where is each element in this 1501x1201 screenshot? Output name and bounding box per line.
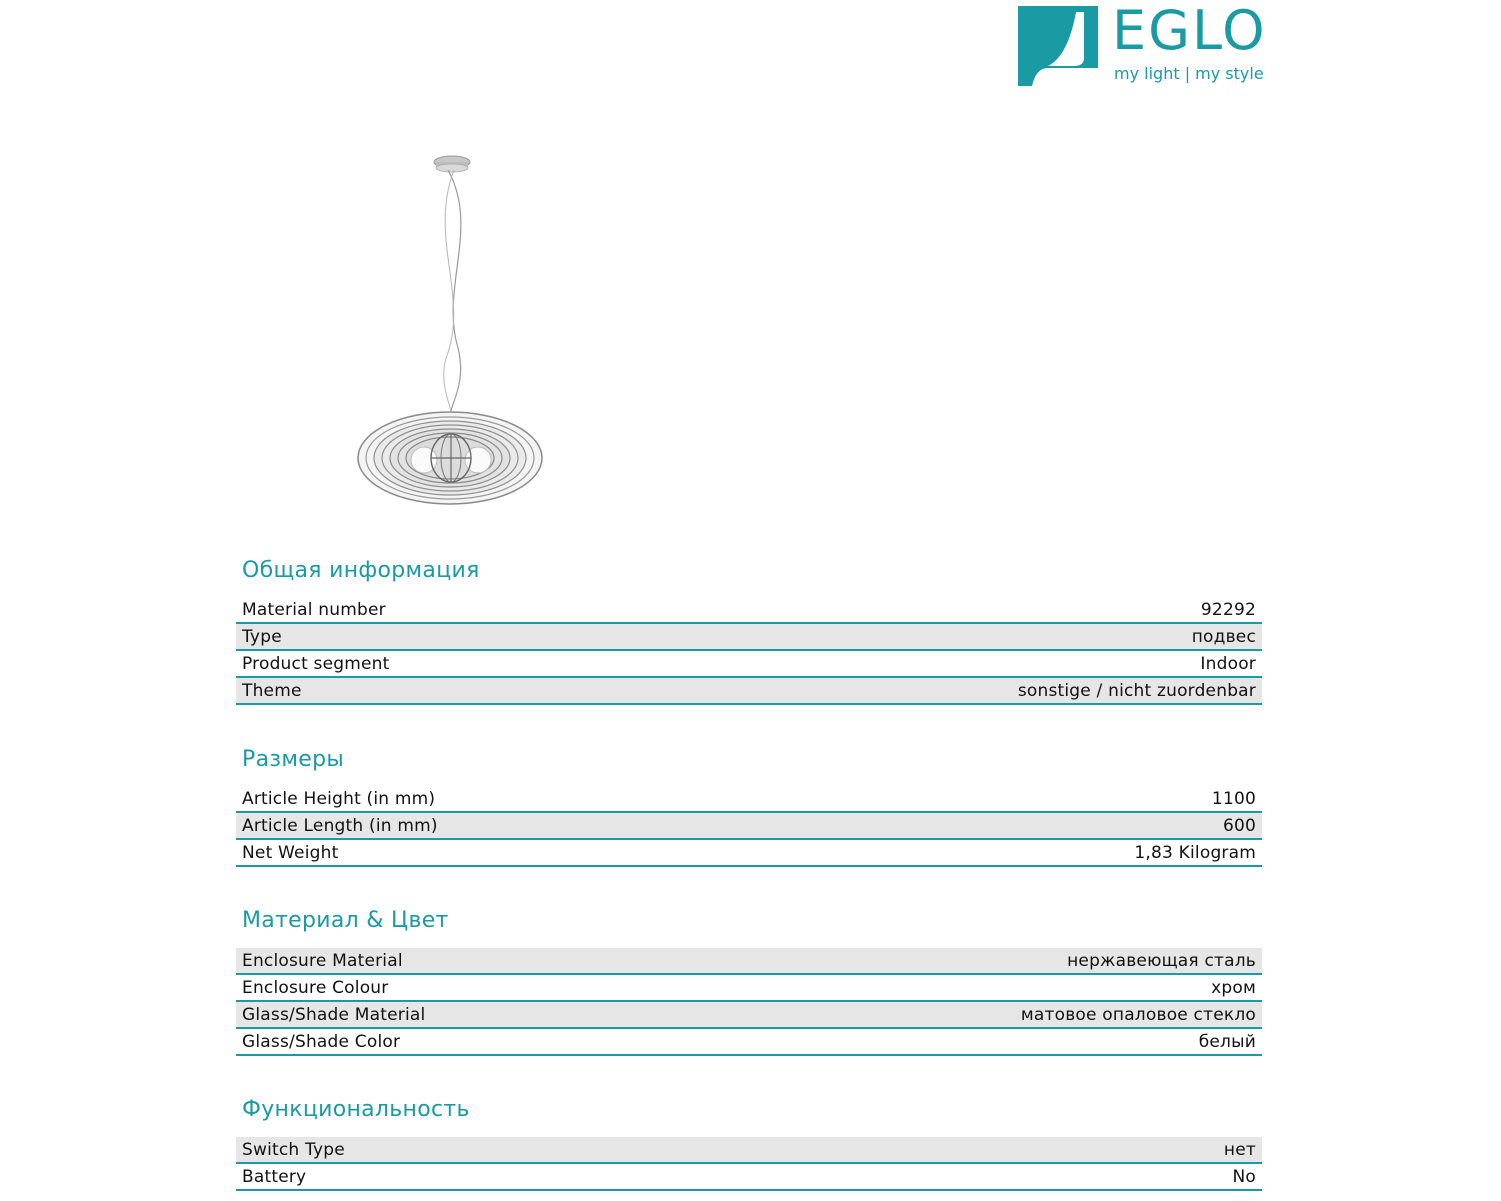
table-row xyxy=(236,651,1262,678)
row-label: Battery xyxy=(242,1166,307,1187)
table-row xyxy=(236,840,1262,867)
row-label: Article Length (in mm) xyxy=(242,815,438,836)
section-title-general: Общая информация xyxy=(242,558,480,583)
table-row xyxy=(236,948,1262,975)
row-label: Material number xyxy=(242,599,386,620)
row-value: sonstige / nicht zuordenbar xyxy=(1017,680,1256,701)
table-row xyxy=(236,1137,1262,1164)
section-title-material-colour: Материал & Цвет xyxy=(242,908,449,933)
table-general xyxy=(236,597,1262,705)
row-value: хром xyxy=(1211,977,1256,998)
table-row xyxy=(236,597,1262,624)
eglo-logo xyxy=(1018,0,1268,88)
brand-tagline: my light | my style xyxy=(1114,64,1264,83)
row-label: Glass/Shade Material xyxy=(242,1004,426,1025)
row-value: подвес xyxy=(1191,626,1256,647)
row-label: Enclosure Colour xyxy=(242,977,389,998)
row-value: нержавеющая сталь xyxy=(1067,950,1256,971)
section-title-dimensions: Размеры xyxy=(242,747,345,772)
table-row xyxy=(236,813,1262,840)
table-row xyxy=(236,678,1262,705)
row-label: Theme xyxy=(242,680,302,701)
row-label: Switch Type xyxy=(242,1139,345,1160)
table-material-colour xyxy=(236,948,1262,1056)
row-value: No xyxy=(1232,1166,1256,1187)
eglo-logo-mark-icon xyxy=(1018,6,1102,86)
row-value: Indoor xyxy=(1200,653,1256,674)
table-row xyxy=(236,975,1262,1002)
row-label: Product segment xyxy=(242,653,390,674)
table-dimensions xyxy=(236,786,1262,867)
row-label: Enclosure Material xyxy=(242,950,403,971)
table-row xyxy=(236,1029,1262,1056)
table-row xyxy=(236,1002,1262,1029)
row-value: 600 xyxy=(1222,815,1256,836)
row-value: 1100 xyxy=(1211,788,1256,809)
row-value: нет xyxy=(1223,1139,1256,1160)
section-title-functionality: Функциональность xyxy=(242,1097,470,1122)
row-value: 1,83 Kilogram xyxy=(1134,842,1256,863)
row-label: Glass/Shade Color xyxy=(242,1031,401,1052)
pendant-lamp-image xyxy=(350,148,550,513)
table-row xyxy=(236,786,1262,813)
row-label: Type xyxy=(242,626,282,647)
row-label: Article Height (in mm) xyxy=(242,788,436,809)
row-value: матовое опаловое стекло xyxy=(1020,1004,1256,1025)
table-functionality xyxy=(236,1137,1262,1191)
table-row xyxy=(236,1164,1262,1191)
row-value: белый xyxy=(1198,1031,1256,1052)
row-label: Net Weight xyxy=(242,842,339,863)
table-row xyxy=(236,624,1262,651)
row-value: 92292 xyxy=(1200,599,1256,620)
brand-name: EGLO xyxy=(1112,0,1267,62)
